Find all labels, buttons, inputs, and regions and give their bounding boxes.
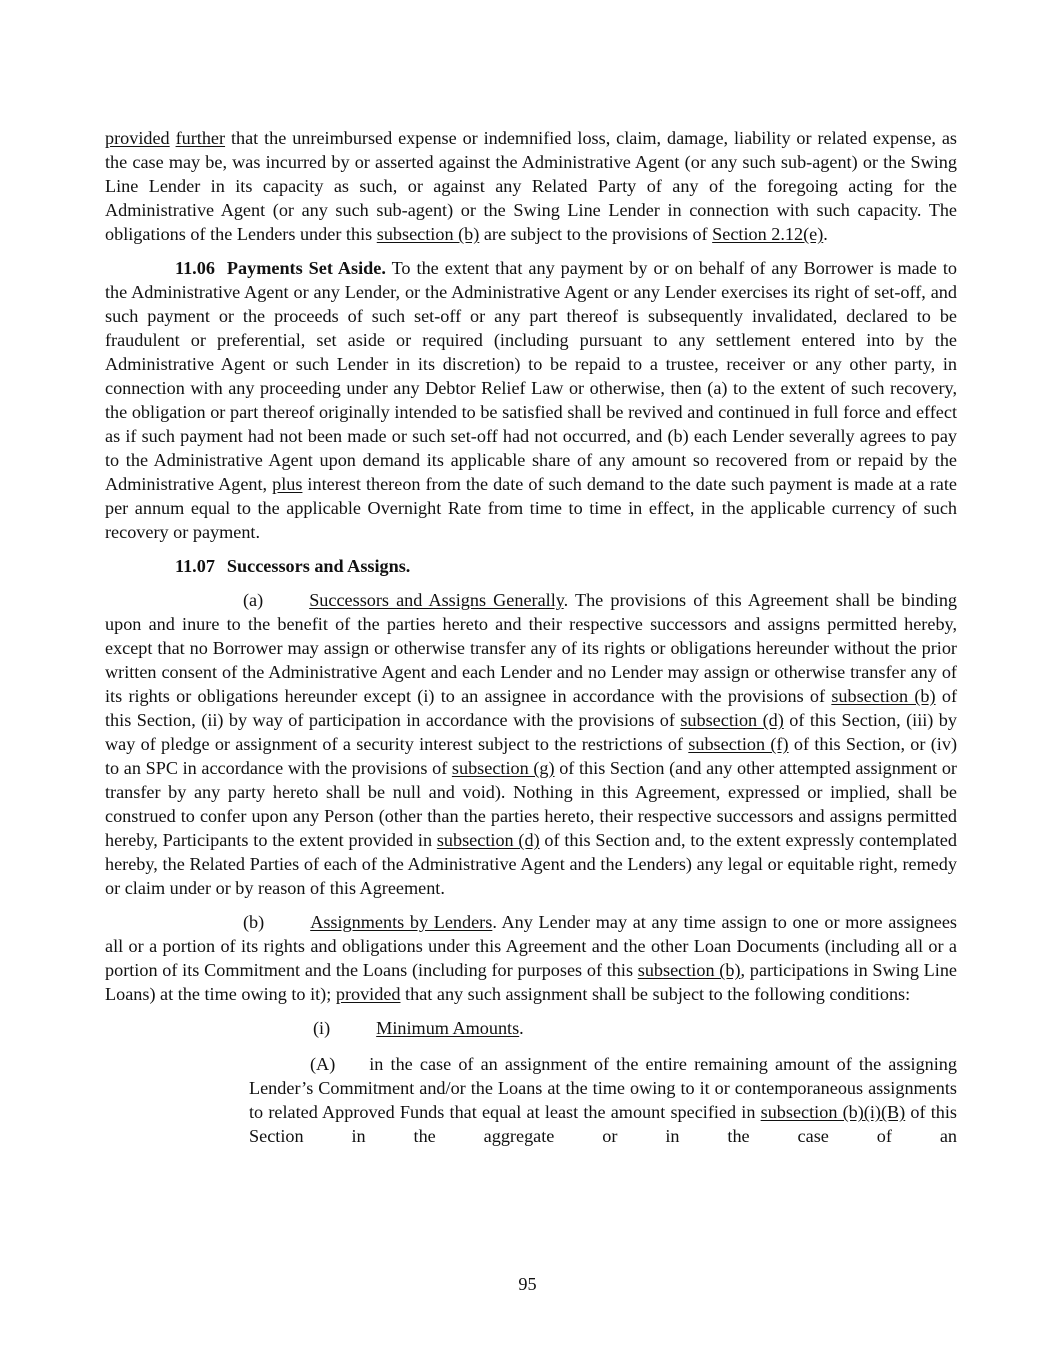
heading-section-11-07: [105, 554, 957, 578]
text-run: (b): [243, 912, 265, 932]
underlined-text: subsection (b): [831, 686, 936, 706]
tab-space: [335, 1069, 369, 1070]
text-run: of this Section (and any other attempted assignment or transfer by any party hereto shall be null and void). Nothing in this Agreement, expressed or implied, shall be construed to confer upon any Person (other than the parties hereto, their respective successors and assigns permitted hereby, Participants to the extent provided in: [105, 758, 957, 850]
underlined-text: Assignments by Lenders: [310, 912, 493, 932]
underlined-text: subsection (g): [451, 758, 555, 778]
paragraph-clause-A: [249, 1052, 957, 1148]
underlined-text: provided: [335, 984, 401, 1004]
underlined-text: plus: [272, 474, 303, 494]
underlined-text: subsection (b): [637, 960, 741, 980]
text-run: that the unreimbursed expense or indemnified loss, claim, damage, liability or related expense, as the case may be, was incurred by or asserted against the Administrative Agent (or any such sub-agent) or the Swing Line Lender in its capacity as such, or against any Related Party of any of the foregoing acting for the Administrative Agent (or any such sub-agent) or the Swing Line Lender in connection with such capacity. The obligations of the Lenders under this: [105, 128, 958, 244]
paragraph-section-11-06: [105, 256, 957, 544]
text-run: of this Section and, to the extent expressly contemplated hereby, the Related Parties of each of the Administrative Agent and the Lenders) any legal or equitable right, remedy or claim under or by reason of this Agreement.: [105, 830, 957, 898]
text-run: in the case of an assignment of the entire remaining amount of the assigning Lender’s Commitment and/or the Loans at the time owing to it or contemporaneous assignments to related Approved Funds that equal at least the amount specified in: [249, 1054, 957, 1122]
text-run: (i): [313, 1018, 331, 1038]
text-run: interest thereon from the date of such demand to the date such payment is made at a rate per annum equal to the applicable Overnight Rate from time to time in effect, in the applicable currency of such recovery or payment.: [105, 474, 957, 542]
paragraph-subsection-b: [105, 910, 957, 1006]
text-run: .: [519, 1018, 524, 1038]
underlined-text: subsection (d): [680, 710, 784, 730]
text-run: of this Section, or (iv) to an SPC in accordance with the provisions of: [105, 734, 958, 778]
text-run: of this Section in the aggregate or in the case of an: [249, 1102, 957, 1146]
underlined-text: further: [175, 128, 226, 148]
tab-space: [330, 1033, 376, 1034]
bold-text: 11.07: [175, 556, 215, 576]
text-run: . Any Lender may at any time assign to one or more assignees all or a portion of its rights and obligations under this Agreement and the other Loan Documents (including all or a portion of its Commitment and the Loans (including for purposes of this: [105, 912, 957, 980]
underlined-text: Successors and Assigns Generally: [309, 590, 564, 610]
text-run: that any such assignment shall be subject to the following conditions:: [400, 984, 911, 1004]
text-run: of this Section, (ii) by way of participation in accordance with the provisions of: [105, 686, 957, 730]
text-run: (A): [310, 1054, 336, 1074]
underlined-text: subsection (b)(i)(B): [760, 1102, 906, 1122]
text-run: (a): [243, 590, 264, 610]
text-run: , participations in Swing Line Loans) at the time owing to it);: [105, 960, 957, 1004]
heading-clause-i: [105, 1016, 957, 1040]
text-run: of this Section, (iii) by way of pledge or assignment of a security interest subject to the restrictions of: [105, 710, 957, 754]
paragraph-subsection-a: [105, 588, 957, 900]
tab-space: [263, 605, 309, 606]
underlined-text: subsection (b): [376, 224, 480, 244]
underlined-text: Minimum Amounts: [376, 1018, 520, 1038]
paragraph-continuation: [105, 126, 957, 246]
text-run: . The provisions of this Agreement shall be binding upon and inure to the benefit of the parties hereto and their respective successors and assigns permitted hereby, except that no Borrower may assign or otherwise transfer any of its rights or obligations hereunder without the prior written consent of the Administrative Agent and each Lender and no Lender may assign or otherwise transfer any of its rights or obligations hereunder except (i) to an assignee in accordance with the provisions of: [105, 590, 958, 706]
underlined-text: Section 2.12(e): [712, 224, 824, 244]
tab-space: [215, 571, 227, 572]
page-number: 95: [518, 1274, 537, 1294]
bold-text: 11.06: [175, 258, 215, 278]
tab-space: [215, 273, 227, 274]
bold-text: Successors and Assigns.: [226, 556, 411, 576]
text-run: To the extent that any payment by or on behalf of any Borrower is made to the Administrative Agent or any Lender, or the Administrative Agent or any Lender exercises its right of set-off, and such payment or the proceeds of such set-off or any part thereof is subsequently invalidated, declared to be fraudulent or preferential, set aside or required (including pursuant to any settlement entered into by the Administrative Agent or such Lender in its discretion) to be repaid to a trustee, receiver or any other party, in connection with any proceeding under any Debtor Relief Law or otherwise, then (a) to the extent of such recovery, the obligation or part thereof originally intended to be satisfied shall be revived and continued in full force and effect as if such payment had not been made or such set-off had not occurred, and (b) each Lender severally agrees to pay to the Administrative Agent upon demand its applicable share of any amount so recovered from or repaid by the Administrative Agent,: [105, 258, 957, 494]
underlined-text: subsection (d): [436, 830, 540, 850]
text-run: .: [823, 224, 828, 244]
tab-space: [264, 927, 310, 928]
bold-text: Payments Set Aside.: [226, 258, 386, 278]
underlined-text: subsection (f): [688, 734, 789, 754]
page-body: [105, 126, 957, 1148]
underlined-text: provided: [105, 128, 170, 148]
text-run: are subject to the provisions of: [479, 224, 713, 244]
